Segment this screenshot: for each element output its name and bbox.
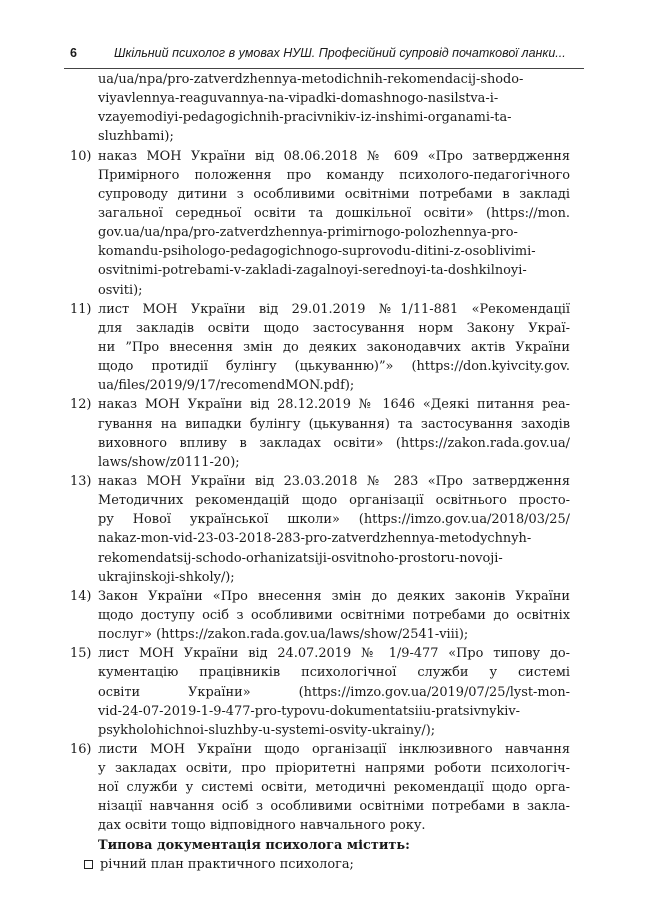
intro-continuation [70,70,570,147]
text-line: для закладів освіти щодо застосування норм Закону Украї- [98,320,570,336]
text-line: rekomendatsij-schodo-orhanizatsiji-osvitnoho-prostoru-novoji- [98,550,503,566]
text-line: laws/show/z0111-20); [98,454,240,470]
text-line: щодо доступу осіб з особливими освітніми потребами до освітніх [98,607,570,623]
text-line: у закладах освіти, про пріоритетні напрями роботи психологіч- [98,761,570,777]
list-item [70,395,570,472]
text-line: загальної середньої освіти та дошкільної освіти» (https://mon. [98,205,570,221]
list-item-text: листи МОН України щодо організації інклюзивного навчання [98,741,570,757]
text-line: дах освіти тощо відповідного навчального року. [98,818,426,834]
list-item [70,587,570,644]
bullet-text: річний план практичного психолога; [100,856,354,872]
square-bullet-icon [84,860,93,869]
list-item [70,644,570,740]
list-item-text: наказ МОН України від 28.12.2019 № 1646 «Деякі питання реа- [98,397,570,413]
text-line: vid-24-07-2019-1-9-477-pro-typovu-dokumentatsiiu-pratsivnykiv- [98,703,521,719]
list-item-number: 15) [70,646,92,662]
text-line: гування на випадки булінгу (цькування) та застосування заходів [98,416,570,432]
text-line: ру Нової української школи» (https://imzo.gov.ua/2018/03/25/ [98,512,570,528]
page-header [64,44,584,69]
text-line: osvitnimi-potrebami-v-zakladi-zagalnoyi-serednoyi-ta-doshkilnoyi- [98,263,527,279]
list-item-first-line [70,147,570,166]
text-line: нізації навчання осіб з особливими освітніми потребами в закла- [98,799,570,815]
text-line: viyavlennya-reaguvannya-na-vipadki-domashnogo-nasilstva-i- [98,91,499,107]
text-line: виховного впливу в закладах освіти» (https://zakon.rada.gov.ua/ [98,435,570,451]
list-item-first-line [70,644,570,663]
text-line: nakaz-mon-vid-23-03-2018-283-pro-zatverdzhennya-metodychnyh- [98,531,532,547]
list-item [70,147,570,300]
list-item-number: 11) [70,301,92,317]
text-line: sluzhbami); [98,129,174,145]
section-subheading: Типова документація психолога містить: [98,837,410,853]
text-line: ни ”Про внесення змін до деяких законодавчих актів України [98,339,570,355]
text-line: osviti); [98,282,143,298]
list-item-first-line [70,587,570,606]
text-line: komandu-psihologo-pedagogichnogo-suprovodu-ditini-z-osoblivimi- [98,244,536,260]
text-line: послуг» (https://zakon.rada.gov.ua/laws/show/2541-viii); [98,627,469,643]
list-item-first-line [70,395,570,414]
text-line: супроводу дитини з особливими освітніми потребами в закладі [98,186,570,202]
list-item-number: 13) [70,473,92,489]
page-body [70,70,570,874]
list-item-text: лист МОН України від 24.07.2019 № 1/9-477 «Про типову до- [98,646,570,662]
reference-list [70,147,570,836]
list-item-text: наказ МОН України від 08.06.2018 № 609 «Про затвердження [98,148,570,164]
text-line: ua/ua/npa/pro-zatverdzhennya-metodichnih-rekomendacij-shodo- [98,72,524,87]
list-item-number: 16) [70,741,92,757]
list-item-number: 10) [70,148,92,164]
list-item-text: лист МОН України від 29.01.2019 №1/11-881 «Рекомендації [98,301,570,317]
list-item [70,740,570,836]
list-item-text: Закон України «Про внесення змін до деяких законів України [98,588,570,604]
list-item [70,472,570,587]
list-item-number: 12) [70,397,92,413]
text-line: Примірного положення про команду психолого-педагогічного [98,167,570,183]
text-line: vzayemodiyi-pedagogichnih-pracivnikiv-iz-inshimi-organami-ta- [98,110,512,126]
text-line: кументацію працівників психологічної служби у системі [98,665,570,681]
text-line: щодо протидії булінгу (цькуванню)”» (https://don.kyivcity.gov. [98,359,570,375]
list-item-first-line [70,472,570,491]
text-line: освіти України» (https://imzo.gov.ua/2019/07/25/lyst-mon- [98,684,570,700]
text-line: psykholohichnoi-sluzhby-u-systemi-osvity-ukrainy/); [98,722,436,738]
text-line: gov.ua/ua/npa/pro-zatverdzhennya-primirnogo-polozhennya-pro- [98,225,518,241]
list-item-first-line [70,300,570,319]
bullet-item [70,855,570,874]
list-item-first-line [70,740,570,759]
list-item-number: 14) [70,588,92,604]
bullet-list [70,855,570,874]
text-line: Методичних рекомендацій щодо організації освітнього просто- [98,493,570,509]
running-title: Шкільний психолог в умовах НУШ. Професійний супровід початкової ланки... [114,46,566,60]
text-line: ної служби у системі освіти, методичні рекомендації щодо орга- [98,780,570,796]
list-item-text: наказ МОН України від 23.03.2018 № 283 «Про затвердження [98,473,570,489]
list-item [70,300,570,396]
page-number: 6 [70,46,77,60]
text-line: ukrajinskoji-shkoly/); [98,569,235,585]
text-line: ua/files/2019/9/17/recomendMON.pdf); [98,378,355,394]
